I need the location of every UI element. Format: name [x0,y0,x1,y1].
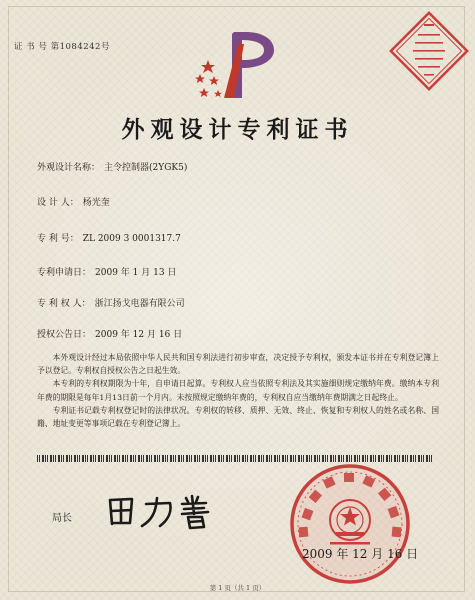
body-paragraph: 专利证书记载专利权登记时的法律状况。专利权的转移、质押、无效、终止、恢复和专利权人的姓名或名称、国籍、地址变更等事项记载在专利登记簿上。 [37,405,439,429]
certificate-body [37,351,439,430]
field-label: 外观设计名称： [37,163,101,173]
field-value: 杨光奎 [82,198,110,208]
field-patentee [37,296,185,309]
field-label: 设 计 人： [37,198,79,208]
field-label: 授权公告日： [37,330,92,340]
field-label: 专 利 号： [37,234,79,244]
body-paragraph: 本专利的专利权期限为十年，自申请日起算。专利权人应当依照专利法及其实施细则规定缴纳年费。缴纳本专利年费的期限是每年1月13日前一个月内。未按照规定缴纳年费的，专利权自应当缴纳年费期满之日起终止。 [37,379,439,402]
issue-date: 2009 年 12 月 16 日 [302,547,419,561]
official-seal-icon [288,462,412,586]
field-value: 主令控制器(2YGK5) [104,163,188,173]
field-patent-number [37,231,181,244]
corner-seal-icon [388,10,470,92]
field-value: 浙江扬戈电器有限公司 [94,299,185,309]
page-footer: 第 1 页（共 1 页） [209,584,266,592]
field-designer [37,195,110,208]
field-value: 2009 年 12 月 16 日 [95,330,183,340]
certificate-title: 外观设计专利证书 [121,116,354,143]
field-value: 2009 年 1 月 13 日 [95,268,177,278]
barcode [37,455,432,462]
field-design-name [37,160,187,173]
director-label: 局长 [52,513,72,524]
director-signature [102,490,222,532]
field-label: 专利申请日： [37,268,92,278]
certificate-number: 证 书 号 第1084242号 [14,42,110,52]
patent-office-logo-icon [194,22,284,102]
field-announcement-date [37,327,182,340]
field-application-date [37,265,176,278]
field-label: 专 利 权 人： [37,299,91,309]
field-value: ZL 2009 3 0001317.7 [82,234,181,244]
body-paragraph: 本外观设计经过本局依照中华人民共和国专利法进行初步审查，决定授予专利权，颁发本证书并在专利登记簿上予以登记。专利权自授权公告之日起生效。 [37,353,439,376]
